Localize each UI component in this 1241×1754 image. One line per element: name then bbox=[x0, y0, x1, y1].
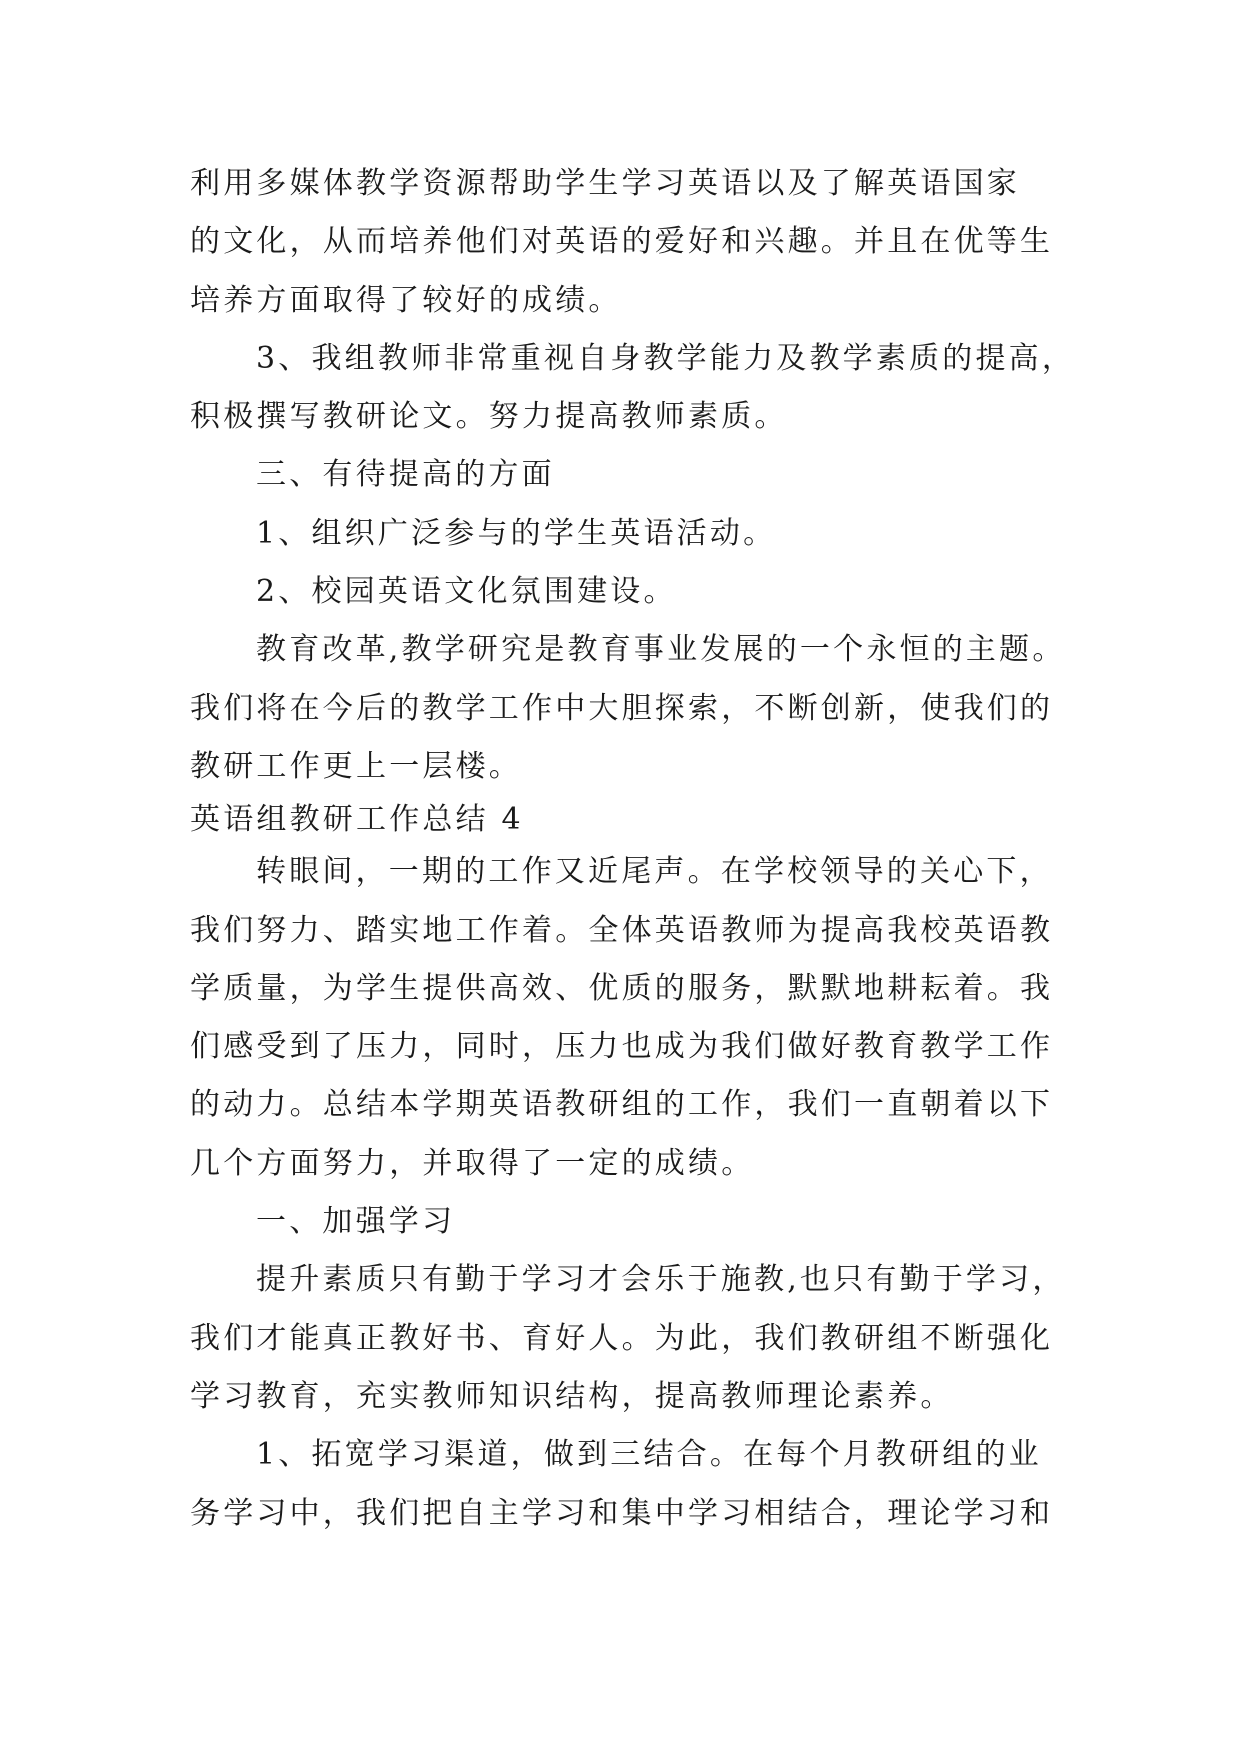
paragraph-line: 学质量，为学生提供高效、优质的服务，默默地耕耘着。我 bbox=[190, 970, 1054, 1006]
paragraph-line: 提升素质只有勤于学习才会乐于施教,也只有勤于学习， bbox=[256, 1262, 1066, 1298]
paragraph-line: 我们努力、踏实地工作着。全体英语教师为提高我校英语教 bbox=[190, 912, 1054, 948]
section-heading: 三、有待提高的方面 bbox=[256, 457, 555, 493]
paragraph-line: 积极撰写教研论文。努力提高教师素质。 bbox=[190, 399, 788, 435]
paragraph-line: 几个方面努力，并取得了一定的成绩。 bbox=[190, 1145, 755, 1181]
section-heading: 一、加强学习 bbox=[256, 1204, 456, 1240]
paragraph-line: 教育改革,教学研究是教育事业发展的一个永恒的主题。 bbox=[256, 632, 1066, 668]
list-item: 1、拓宽学习渠道，做到三结合。在每个月教研组的业 bbox=[256, 1437, 1042, 1473]
paragraph-line: 教研工作更上一层楼。 bbox=[190, 748, 522, 784]
paragraph-line: 的文化，从而培养他们对英语的爱好和兴趣。并且在优等生 bbox=[190, 224, 1054, 260]
paragraph-line: 务学习中，我们把自主学习和集中学习相结合，理论学习和 bbox=[190, 1495, 1054, 1531]
paragraph-line: 我们才能真正教好书、育好人。为此，我们教研组不断强化 bbox=[190, 1320, 1054, 1356]
list-item: 1、组织广泛参与的学生英语活动。 bbox=[256, 515, 777, 551]
paragraph-line: 培养方面取得了较好的成绩。 bbox=[190, 282, 622, 318]
list-item: 2、校园英语文化氛围建设。 bbox=[256, 574, 677, 610]
paragraph-line: 的动力。总结本学期英语教研组的工作，我们一直朝着以下 bbox=[190, 1087, 1054, 1123]
document-body bbox=[190, 155, 1076, 1543]
paragraph-line: 我们将在今后的教学工作中大胆探索，不断创新，使我们的 bbox=[190, 690, 1054, 726]
document-title: 英语组教研工作总结 4 bbox=[190, 802, 524, 838]
paragraph-line: 学习教育，充实教师知识结构，提高教师理论素养。 bbox=[190, 1378, 954, 1414]
paragraph-line: 利用多媒体教学资源帮助学生学习英语以及了解英语国家 bbox=[190, 166, 1020, 201]
paragraph-line: 3、我组教师非常重视自身教学能力及教学素质的提高， bbox=[256, 340, 1076, 376]
paragraph-line: 转眼间，一期的工作又近尾声。在学校领导的关心下， bbox=[256, 854, 1053, 890]
paragraph-line: 们感受到了压力，同时，压力也成为我们做好教育教学工作 bbox=[190, 1029, 1054, 1065]
